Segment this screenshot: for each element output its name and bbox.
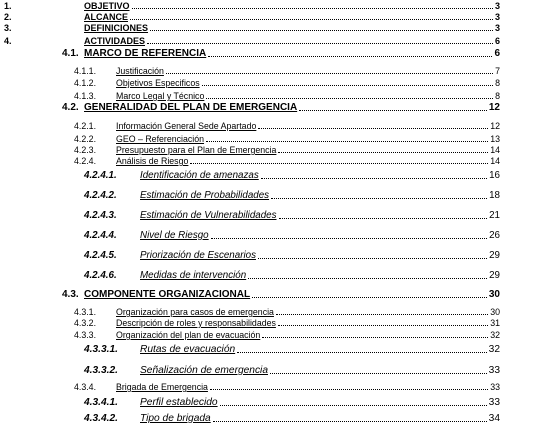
toc-entry[interactable] <box>0 191 560 204</box>
toc-entry-number: 4.2.4.1. <box>84 170 117 181</box>
toc-entry-number: 4.2.4.3. <box>84 210 117 221</box>
toc-dot-leader <box>213 421 487 422</box>
toc-entry-number: 4.2.4.6. <box>84 270 117 281</box>
toc-entry-title[interactable]: Identificación de amenazas <box>140 170 259 181</box>
toc-entry-number: 4.2.4. <box>74 156 97 166</box>
toc-entry-page: 16 <box>489 170 500 181</box>
toc-entry-page: 34 <box>488 413 500 424</box>
toc-entry-page: 6 <box>494 36 500 46</box>
toc-entry-page: 29 <box>489 270 500 281</box>
toc-entry-title[interactable]: Organización del plan de evacuación <box>116 330 261 340</box>
toc-entry-title[interactable]: Análisis de Riesgo <box>116 156 189 166</box>
toc-entry[interactable] <box>0 103 560 116</box>
toc-entry-number: 4. <box>4 36 12 46</box>
toc-entry-page: 8 <box>495 78 500 88</box>
toc-entry-number: 1. <box>4 1 12 11</box>
toc-entry[interactable] <box>0 49 560 62</box>
toc-entry-title[interactable]: Estimación de Probabilidades <box>140 190 270 201</box>
toc-entry[interactable] <box>0 157 560 169</box>
toc-entry[interactable] <box>0 345 560 358</box>
toc-entry-title[interactable]: ALCANCE <box>84 12 128 22</box>
toc-dot-leader <box>220 405 487 406</box>
toc-entry[interactable] <box>0 79 560 91</box>
toc-entry-page: 14 <box>490 145 500 155</box>
toc-entry-title[interactable]: Estimación de Vulnerabilidades <box>140 210 277 221</box>
toc-dot-leader <box>237 352 487 353</box>
toc-dot-leader <box>252 297 487 298</box>
toc-entry-title[interactable]: Justificación <box>116 66 164 76</box>
toc-dot-leader <box>211 238 487 239</box>
toc-entry-page: 12 <box>490 121 500 131</box>
toc-dot-leader <box>262 337 488 338</box>
toc-dot-leader <box>278 325 488 326</box>
toc-entry-page: 3 <box>494 23 500 33</box>
toc-dot-leader <box>248 278 487 279</box>
toc-entry-title[interactable]: Descripción de roles y responsabilidades <box>116 318 276 328</box>
toc-dot-leader <box>278 152 488 153</box>
toc-entry-title[interactable]: Perfil establecido <box>140 397 218 408</box>
toc-entry[interactable] <box>0 366 560 379</box>
toc-entry-title[interactable]: Brigada de Emergencia <box>116 382 208 392</box>
toc-entry-number: 4.2.4.4. <box>84 230 117 241</box>
toc-dot-leader <box>276 314 488 315</box>
toc-entry-title[interactable]: Marco Legal y Técnico <box>116 91 205 101</box>
toc-entry[interactable] <box>0 24 560 36</box>
toc-entry[interactable] <box>0 231 560 244</box>
toc-entry-page: 6 <box>494 48 500 59</box>
toc-entry-title[interactable]: COMPONENTE ORGANIZACIONAL <box>84 289 251 300</box>
toc-dot-leader <box>279 218 487 219</box>
toc-entry[interactable] <box>0 251 560 264</box>
toc-entry-number: 4.3.3.1. <box>84 344 118 355</box>
toc-entry-title[interactable]: Tipo de brigada <box>140 413 211 424</box>
toc-entry-number: 4.2. <box>62 102 79 113</box>
toc-dot-leader <box>147 43 493 44</box>
toc-entry[interactable] <box>0 211 560 224</box>
toc-entry-title[interactable]: MARCO DE REFERENCIA <box>84 48 207 59</box>
toc-entry-page: 3 <box>494 1 500 11</box>
toc-entry-number: 4.2.4.2. <box>84 190 117 201</box>
toc-entry-page: 13 <box>490 134 500 144</box>
toc-entry-page: 7 <box>495 66 500 76</box>
toc-dot-leader <box>271 198 487 199</box>
toc-entry-number: 4.3.3.2. <box>84 365 118 376</box>
toc-entry-page: 3 <box>494 12 500 22</box>
toc-entry-page: 33 <box>488 365 500 376</box>
toc-entry[interactable] <box>0 290 560 303</box>
toc-entry-number: 4.3.1. <box>74 307 97 317</box>
toc-entry-title[interactable]: Medidas de intervención <box>140 270 247 281</box>
toc-entry-number: 4.3.2. <box>74 318 97 328</box>
toc-entry[interactable] <box>0 414 560 427</box>
toc-entry-page: 29 <box>489 250 500 261</box>
toc-entry-number: 4.2.3. <box>74 145 97 155</box>
toc-entry[interactable] <box>0 383 560 395</box>
toc-entry-title[interactable]: Señalización de emergencia <box>140 365 268 376</box>
toc-entry-title[interactable]: ACTIVIDADES <box>84 36 146 46</box>
toc-dot-leader <box>190 163 488 164</box>
toc-entry-title[interactable]: Nivel de Riesgo <box>140 230 209 241</box>
toc-entry-number: 2. <box>4 12 12 22</box>
toc-entry-page: 30 <box>488 289 500 300</box>
toc-dot-leader <box>206 98 493 99</box>
toc-entry-number: 4.3.4.2. <box>84 413 118 424</box>
toc-entry[interactable] <box>0 271 560 284</box>
toc-dot-leader <box>258 258 487 259</box>
toc-entry-number: 4.3. <box>62 289 79 300</box>
toc-entry-title[interactable]: GEO – Referenciación <box>116 134 205 144</box>
toc-entry-title[interactable]: GENERALIDAD DEL PLAN DE EMERGENCIA <box>84 102 298 113</box>
toc-entry-page: 32 <box>488 344 500 355</box>
toc-dot-leader <box>258 128 488 129</box>
toc-entry-page: 14 <box>490 156 500 166</box>
toc-entry-number: 4.1.3. <box>74 91 97 101</box>
toc-entry-page: 21 <box>489 210 500 221</box>
toc-entry-page: 32 <box>490 330 500 340</box>
toc-entry-page: 33 <box>488 397 500 408</box>
toc-dot-leader <box>208 56 492 57</box>
toc-dot-leader <box>270 373 487 374</box>
toc-entry-page: 33 <box>490 382 500 392</box>
toc-entry-page: 30 <box>490 307 500 317</box>
toc-entry[interactable] <box>0 171 560 184</box>
toc-dot-leader <box>130 19 493 20</box>
toc-entry-number: 4.1.1. <box>74 66 97 76</box>
toc-entry-title[interactable]: OBJETIVO <box>84 1 130 11</box>
toc-entry-page: 12 <box>488 102 500 113</box>
toc-dot-leader <box>166 73 493 74</box>
toc-entry[interactable] <box>0 398 560 411</box>
toc-entry-number: 4.3.4. <box>74 382 97 392</box>
toc-dot-leader <box>261 178 487 179</box>
toc-entry-number: 4.2.2. <box>74 134 97 144</box>
toc-dot-leader <box>299 110 487 111</box>
toc-entry-title[interactable]: Presupuesto para el Plan de Emergencia <box>116 145 277 155</box>
toc-entry-number: 4.2.4.5. <box>84 250 117 261</box>
toc-entry[interactable] <box>0 331 560 343</box>
toc-entry-number: 4.1. <box>62 48 79 59</box>
toc-dot-leader <box>210 389 488 390</box>
toc-entry-number: 3. <box>4 23 12 33</box>
toc-entry-number: 4.3.4.1. <box>84 397 118 408</box>
toc-dot-leader <box>206 141 488 142</box>
toc-entry-title[interactable]: DEFINICIONES <box>84 23 149 33</box>
toc-entry-number: 4.2.1. <box>74 121 97 131</box>
toc-dot-leader <box>202 85 493 86</box>
toc-entry-title[interactable]: Priorización de Escenarios <box>140 250 256 261</box>
toc-entry-title[interactable]: Información General Sede Apartado <box>116 121 257 131</box>
toc-entry-number: 4.1.2. <box>74 78 97 88</box>
toc-entry-title[interactable]: Rutas de evacuación <box>140 344 236 355</box>
toc-entry-page: 26 <box>489 230 500 241</box>
toc-entry-page: 8 <box>495 91 500 101</box>
toc-entry-page: 31 <box>490 318 500 328</box>
toc-entry-title[interactable]: Organización para casos de emergencia <box>116 307 274 317</box>
toc-entry-page: 18 <box>489 190 500 201</box>
toc-entry[interactable] <box>0 122 560 134</box>
toc-entry-number: 4.3.3. <box>74 330 97 340</box>
toc-entry-title[interactable]: Objetivos Especificos <box>116 78 200 88</box>
toc-dot-leader <box>150 30 493 31</box>
toc-dot-leader <box>132 8 493 9</box>
